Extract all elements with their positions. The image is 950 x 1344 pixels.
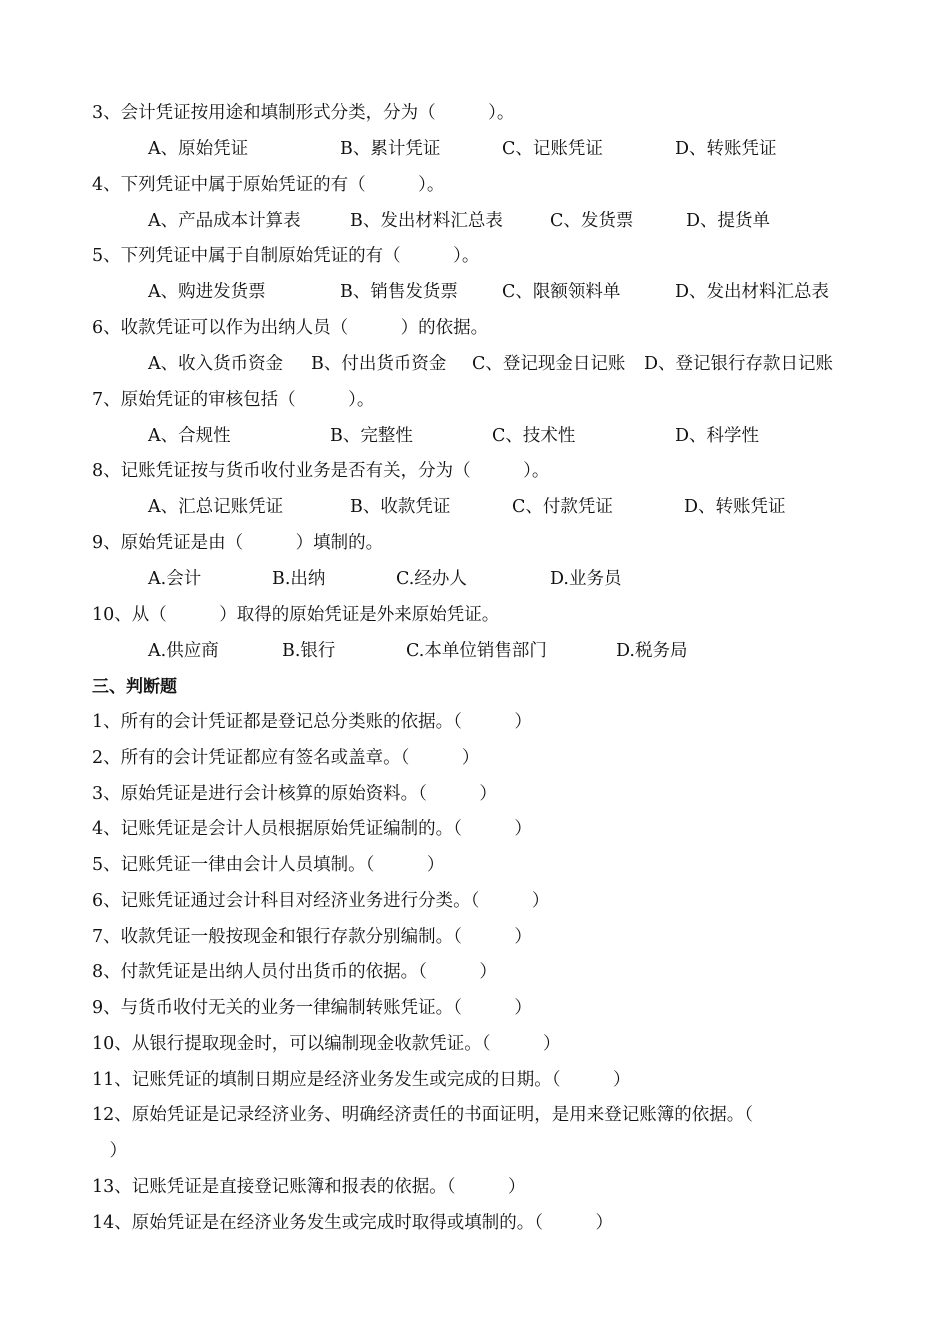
q6-option-b: B、付出货币资金 [311, 354, 447, 374]
tf-item-1: 1、所有的会计凭证都是登记总分类账的依据。（ ） [92, 712, 532, 732]
question-9: 9、原始凭证是由（ ）填制的。 [92, 533, 384, 553]
q3-option-b: B、累计凭证 [340, 139, 441, 159]
tf-item-6: 6、记账凭证通过会计科目对经济业务进行分类。（ ） [92, 891, 550, 911]
tf-item-4: 4、记账凭证是会计人员根据原始凭证编制的。（ ） [92, 819, 532, 839]
q10-option-c: C.本单位销售部门 [406, 641, 547, 661]
question-8: 8、记账凭证按与货币收付业务是否有关，分为（ ）。 [92, 461, 550, 481]
q10-option-d: D.税务局 [616, 641, 688, 661]
tf-item-12-continued: ） [92, 1141, 127, 1161]
q9-option-d: D.业务员 [550, 569, 622, 589]
tf-item-2: 2、所有的会计凭证都应有签名或盖章。（ ） [92, 748, 480, 768]
question-6: 6、收款凭证可以作为出纳人员（ ）的依据。 [92, 318, 489, 338]
tf-item-5: 5、记账凭证一律由会计人员填制。（ ） [92, 855, 445, 875]
q3-option-d: D、转账凭证 [675, 139, 777, 159]
q5-option-a: A、购进发货票 [148, 282, 266, 302]
tf-item-12: 12、原始凭证是记录经济业务、明确经济责任的书面证明，是用来登记账簿的依据。（ [92, 1105, 754, 1125]
q8-option-c: C、付款凭证 [512, 497, 613, 517]
tf-item-9: 9、与货币收付无关的业务一律编制转账凭证。（ ） [92, 998, 532, 1018]
q9-option-a: A.会计 [148, 569, 202, 589]
q7-option-b: B、完整性 [330, 426, 413, 446]
tf-item-3: 3、原始凭证是进行会计核算的原始资料。（ ） [92, 784, 497, 804]
q8-option-d: D、转账凭证 [684, 497, 786, 517]
q7-option-a: A、合规性 [148, 426, 231, 446]
q5-option-d: D、发出材料汇总表 [675, 282, 830, 302]
q7-option-d: D、科学性 [675, 426, 760, 446]
q7-option-c: C、技术性 [492, 426, 576, 446]
q6-option-a: A、收入货币资金 [148, 354, 284, 374]
q9-option-b: B.出纳 [272, 569, 326, 589]
tf-item-10: 10、从银行提取现金时，可以编制现金收款凭证。（ ） [92, 1034, 561, 1054]
q3-option-c: C、记账凭证 [502, 139, 603, 159]
question-5: 5、下列凭证中属于自制原始凭证的有（ ）。 [92, 246, 480, 266]
q5-option-c: C、限额领料单 [502, 282, 621, 302]
q10-option-a: A.供应商 [148, 641, 219, 661]
q6-option-c: C、登记现金日记账 [472, 354, 626, 374]
q4-option-b: B、发出材料汇总表 [350, 211, 503, 231]
tf-item-14: 14、原始凭证是在经济业务发生或完成时取得或填制的。（ ） [92, 1213, 614, 1233]
question-3: 3、会计凭证按用途和填制形式分类，分为（ ）。 [92, 103, 515, 123]
q4-option-c: C、发货票 [550, 211, 634, 231]
tf-item-7: 7、收款凭证一般按现金和银行存款分别编制。（ ） [92, 927, 532, 947]
q4-option-a: A、产品成本计算表 [148, 211, 301, 231]
q4-option-d: D、提货单 [686, 211, 771, 231]
section-heading: 三、判断题 [92, 677, 177, 697]
q5-option-b: B、销售发货票 [340, 282, 458, 302]
q3-option-a: A、原始凭证 [148, 139, 249, 159]
q10-option-b: B.银行 [282, 641, 336, 661]
question-10: 10、从（ ）取得的原始凭证是外来原始凭证。 [92, 605, 500, 625]
q8-option-a: A、汇总记账凭证 [148, 497, 284, 517]
q8-option-b: B、收款凭证 [350, 497, 451, 517]
tf-item-13: 13、记账凭证是直接登记账簿和报表的依据。（ ） [92, 1177, 526, 1197]
q6-option-d: D、登记银行存款日记账 [644, 354, 834, 374]
tf-item-8: 8、付款凭证是出纳人员付出货币的依据。（ ） [92, 962, 497, 982]
tf-item-11: 11、记账凭证的填制日期应是经济业务发生或完成的日期。（ ） [92, 1070, 631, 1090]
question-7: 7、原始凭证的审核包括（ ）。 [92, 390, 375, 410]
question-4: 4、下列凭证中属于原始凭证的有（ ）。 [92, 175, 445, 195]
q9-option-c: C.经办人 [396, 569, 467, 589]
